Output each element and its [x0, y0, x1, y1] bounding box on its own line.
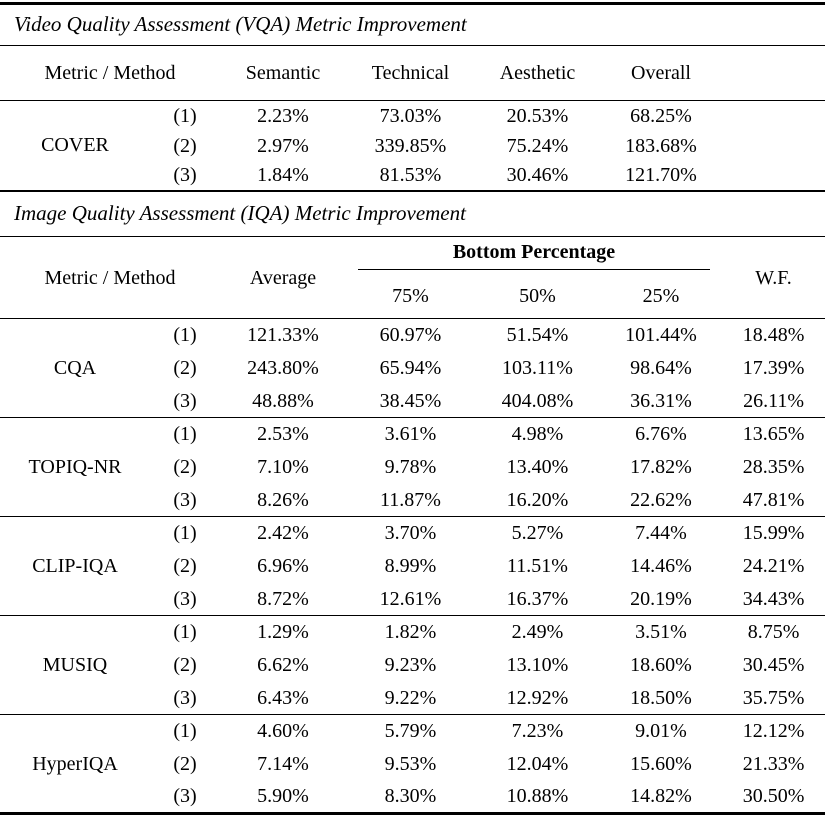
value-cell: 1.82%: [346, 616, 475, 649]
value-cell: 6.96%: [257, 555, 309, 577]
value-cell: 13.40%: [506, 456, 569, 478]
vqa-header-empty: [722, 46, 825, 101]
method-cell: (1): [150, 418, 220, 451]
value-cell: 6.62%: [257, 654, 309, 676]
value-cell: 404.08%: [501, 389, 574, 412]
value-cell: 36.31%: [630, 389, 692, 412]
value-cell: 339.85%: [374, 134, 447, 157]
metric-name-hyperiqa: HyperIQA: [0, 715, 150, 814]
value-cell: 18.48%: [722, 319, 825, 352]
value-cell: 2.49%: [475, 616, 600, 649]
value-cell: 8.72%: [257, 587, 309, 610]
value-cell: 16.37%: [506, 587, 569, 610]
value-cell: 17.82%: [630, 456, 692, 478]
vqa-header-row: [0, 46, 825, 101]
method-cell: (1): [150, 319, 220, 352]
value-cell: 30.46%: [506, 164, 569, 186]
value-cell: 13.65%: [722, 418, 825, 451]
bottom-percentage-label: Bottom Percentage: [358, 241, 710, 270]
value-cell: 48.88%: [252, 389, 314, 412]
table-row-topiqnr-1: [0, 418, 825, 451]
metric-name-clipiqa: CLIP-IQA: [0, 517, 150, 616]
metric-name-cqa: CQA: [0, 319, 150, 418]
iqa-title-row: [0, 191, 825, 237]
value-cell: 8.26%: [257, 488, 309, 511]
vqa-header-overall: Overall: [600, 46, 722, 101]
method-cell: (3): [173, 488, 197, 511]
value-cell: 75.24%: [506, 134, 569, 157]
table-row-cqa-1: [0, 319, 825, 352]
value-cell: 15.99%: [722, 517, 825, 550]
method-cell: (3): [173, 785, 197, 808]
value-cell: 9.78%: [384, 456, 437, 478]
value-cell: 20.19%: [630, 587, 692, 610]
value-cell-empty: [722, 101, 825, 131]
value-cell: 5.90%: [257, 785, 309, 808]
metric-name-cover: COVER: [41, 134, 109, 157]
value-cell: 3.70%: [346, 517, 475, 550]
value-cell: 12.04%: [506, 753, 569, 775]
value-cell: 7.23%: [475, 715, 600, 748]
vqa-header-aesthetic: Aesthetic: [475, 46, 600, 101]
value-cell: 21.33%: [742, 753, 805, 775]
method-cell: (1): [150, 616, 220, 649]
table-row-hyperiqa-1: [0, 715, 825, 748]
vqa-section-title: Video Quality Assessment (VQA) Metric Improvement: [0, 4, 825, 46]
value-cell: 1.29%: [220, 616, 346, 649]
iqa-header-75: 75%: [392, 285, 429, 308]
value-cell: 12.12%: [722, 715, 825, 748]
value-cell: 7.44%: [600, 517, 722, 550]
metrics-table: [0, 2, 825, 815]
value-cell: 9.53%: [384, 753, 437, 775]
iqa-header-row-1: [0, 237, 825, 275]
value-cell: 14.46%: [630, 555, 692, 577]
method-cell: (2): [173, 134, 197, 157]
vqa-header-semantic: Semantic: [220, 46, 346, 101]
value-cell: 101.44%: [600, 319, 722, 352]
value-cell: 9.22%: [384, 686, 437, 709]
method-cell: (3): [173, 164, 197, 186]
value-cell: 1.84%: [257, 164, 309, 186]
value-cell: 8.75%: [722, 616, 825, 649]
method-cell: (1): [150, 517, 220, 550]
value-cell: 8.30%: [384, 785, 437, 808]
method-cell: (3): [173, 389, 197, 412]
value-cell: 35.75%: [742, 686, 805, 709]
table-row-musiq-1: [0, 616, 825, 649]
value-cell: 18.60%: [630, 654, 692, 676]
value-cell: 9.23%: [384, 654, 437, 676]
iqa-header-25: 25%: [642, 285, 680, 308]
value-cell-empty: [722, 131, 825, 161]
method-cell: (2): [173, 555, 197, 577]
iqa-header-wf: W.F.: [755, 266, 792, 289]
value-cell: 18.50%: [630, 686, 692, 709]
method-cell: (3): [173, 587, 197, 610]
value-cell: 22.62%: [630, 488, 692, 511]
value-cell: 2.23%: [257, 104, 309, 127]
table-row-cover-1: [0, 101, 825, 131]
value-cell: 30.50%: [742, 785, 805, 808]
value-cell: 65.94%: [379, 357, 442, 379]
metric-name-topiqnr: TOPIQ-NR: [0, 418, 150, 517]
vqa-title-row: [0, 4, 825, 46]
value-cell: 121.70%: [625, 164, 697, 186]
value-cell: 243.80%: [247, 357, 319, 379]
value-cell: 6.76%: [600, 418, 722, 451]
value-cell: 7.10%: [257, 456, 309, 478]
value-cell: 98.64%: [630, 357, 692, 379]
value-cell: 2.97%: [257, 134, 309, 157]
value-cell: 7.14%: [257, 753, 309, 775]
value-cell: 6.43%: [257, 686, 309, 709]
method-cell: (2): [173, 753, 197, 775]
value-cell: 9.01%: [600, 715, 722, 748]
method-cell: (2): [173, 654, 197, 676]
value-cell: 4.98%: [475, 418, 600, 451]
value-cell: 20.53%: [506, 104, 569, 127]
method-cell: (1): [173, 104, 197, 127]
value-cell: 47.81%: [742, 488, 805, 511]
value-cell: 5.27%: [475, 517, 600, 550]
value-cell: 16.20%: [506, 488, 569, 511]
method-cell: (2): [173, 456, 197, 478]
value-cell: 38.45%: [379, 389, 442, 412]
value-cell: 28.35%: [742, 456, 805, 478]
value-cell: 13.10%: [506, 654, 569, 676]
value-cell: 2.42%: [220, 517, 346, 550]
value-cell: 103.11%: [502, 357, 573, 379]
value-cell: 24.21%: [742, 555, 805, 577]
value-cell: 3.51%: [600, 616, 722, 649]
value-cell: 17.39%: [742, 357, 805, 379]
value-cell: 15.60%: [630, 753, 692, 775]
method-cell: (1): [150, 715, 220, 748]
value-cell: 4.60%: [220, 715, 346, 748]
value-cell-empty: [722, 161, 825, 191]
iqa-section-title: Image Quality Assessment (IQA) Metric Improvement: [0, 191, 825, 237]
value-cell: 2.53%: [220, 418, 346, 451]
method-cell: (2): [173, 357, 197, 379]
value-cell: 60.97%: [346, 319, 475, 352]
value-cell: 68.25%: [630, 104, 692, 127]
value-cell: 81.53%: [379, 164, 442, 186]
method-cell: (3): [173, 686, 197, 709]
value-cell: 73.03%: [379, 104, 442, 127]
value-cell: 11.51%: [507, 555, 568, 577]
value-cell: 8.99%: [384, 555, 437, 577]
value-cell: 5.79%: [346, 715, 475, 748]
value-cell: 10.88%: [506, 785, 569, 808]
value-cell: 14.82%: [630, 785, 692, 808]
vqa-header-metric-method: Metric / Method: [0, 46, 220, 101]
value-cell: 30.45%: [742, 654, 805, 676]
value-cell: 121.33%: [220, 319, 346, 352]
vqa-header-technical: Technical: [346, 46, 475, 101]
value-cell: 51.54%: [475, 319, 600, 352]
value-cell: 3.61%: [346, 418, 475, 451]
iqa-header-metric-method: Metric / Method: [44, 266, 176, 289]
value-cell: 26.11%: [743, 389, 804, 412]
iqa-header-bottom-percentage: [346, 237, 722, 275]
iqa-header-average: Average: [249, 266, 317, 289]
value-cell: 12.61%: [379, 587, 442, 610]
value-cell: 183.68%: [625, 134, 697, 157]
value-cell: 12.92%: [506, 686, 569, 709]
value-cell: 11.87%: [380, 488, 441, 511]
iqa-header-50: 50%: [519, 285, 556, 308]
table-row-clipiqa-1: [0, 517, 825, 550]
metric-name-musiq: MUSIQ: [0, 616, 150, 715]
value-cell: 34.43%: [742, 587, 805, 610]
